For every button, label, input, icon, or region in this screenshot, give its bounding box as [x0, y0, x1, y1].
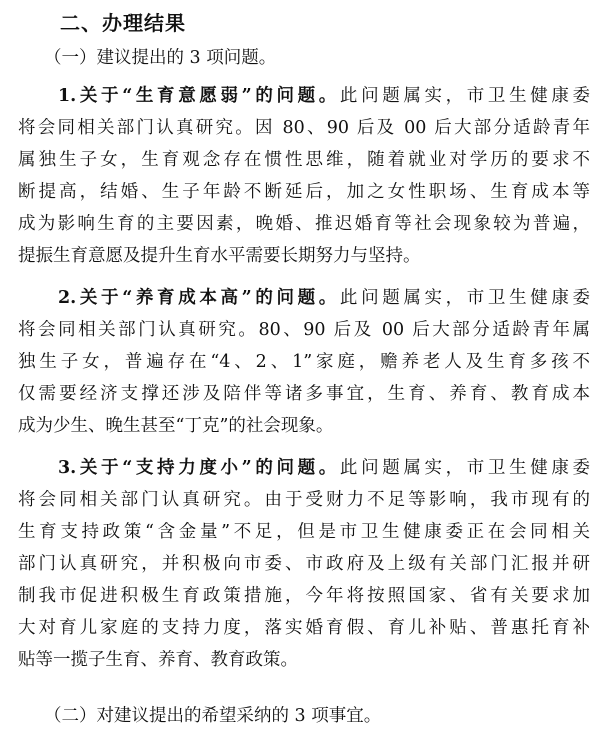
paragraph-2-line-1 — [58, 284, 590, 312]
paragraph-2-title: 2.关于“养育成本高”的问题。 — [58, 288, 340, 308]
paragraph-2-line-5: 成为少生、晚生甚至“丁克”的社会现象。 — [18, 416, 334, 436]
paragraph-1-text: 此问题属实，市卫生健康委 — [339, 86, 591, 106]
paragraph-2-text: 此问题属实，市卫生健康委 — [339, 288, 591, 308]
paragraph-3-line-5: 制我市促进积极生育政策措施，今年将按照国家、省有关要求加 — [18, 586, 590, 606]
paragraph-3-line-7: 贴等一揽子生育、养育、教育政策。 — [18, 650, 298, 670]
paragraph-1-line-2: 将会同相关部门认真研究。因 80、90 后及 00 后大部分适龄青年 — [18, 118, 590, 138]
paragraph-3-title: 3.关于“支持力度小”的问题。 — [58, 458, 340, 478]
paragraph-3-line-6: 大对育儿家庭的支持力度，落实婚育假、育儿补贴、普惠托育补 — [18, 618, 590, 638]
paragraph-1-line-1 — [58, 82, 590, 110]
paragraph-1-line-3: 属独生子女，生育观念存在惯性思维，随着就业对学历的要求不 — [18, 150, 590, 170]
paragraph-3-line-3: 生育支持政策“含金量”不足，但是市卫生健康委正在会同相关 — [18, 522, 590, 542]
paragraph-1-title: 1.关于“生育意愿弱”的问题。 — [58, 86, 340, 106]
paragraph-3-line-2: 将会同相关部门认真研究。由于受财力不足等影响，我市现有的 — [18, 490, 590, 510]
paragraph-2-line-4: 仅需要经济支撑还涉及陪伴等诸多事宜，生育、养育、教育成本 — [18, 384, 590, 404]
paragraph-2-line-2: 将会同相关部门认真研究。80、90 后及 00 后大部分适龄青年属 — [18, 320, 590, 340]
paragraph-3-line-4: 部门认真研究，并积极向市委、市政府及上级有关部门汇报并研 — [18, 554, 590, 574]
subheading-problems: （一）建议提出的 3 项问题。 — [44, 48, 277, 68]
paragraph-2-line-3: 独生子女，普遍存在“4、2、1”家庭，赡养老人及生育多孩不 — [18, 352, 590, 372]
paragraph-1-line-6: 提振生育意愿及提升生育水平需要长期努力与坚持。 — [18, 246, 421, 266]
paragraph-3-line-1 — [58, 454, 590, 482]
subheading-suggestions: （二）对建议提出的希望采纳的 3 项事宜。 — [44, 706, 382, 726]
paragraph-1-line-4: 断提高，结婚、生子年龄不断延后，加之女性职场、生育成本等 — [18, 182, 590, 202]
section-heading: 二、办理结果 — [60, 11, 186, 35]
paragraph-1-line-5: 成为影响生育的主要因素，晚婚、推迟婚育等社会现象较为普遍， — [18, 214, 590, 234]
paragraph-3-text: 此问题属实，市卫生健康委 — [339, 458, 591, 478]
